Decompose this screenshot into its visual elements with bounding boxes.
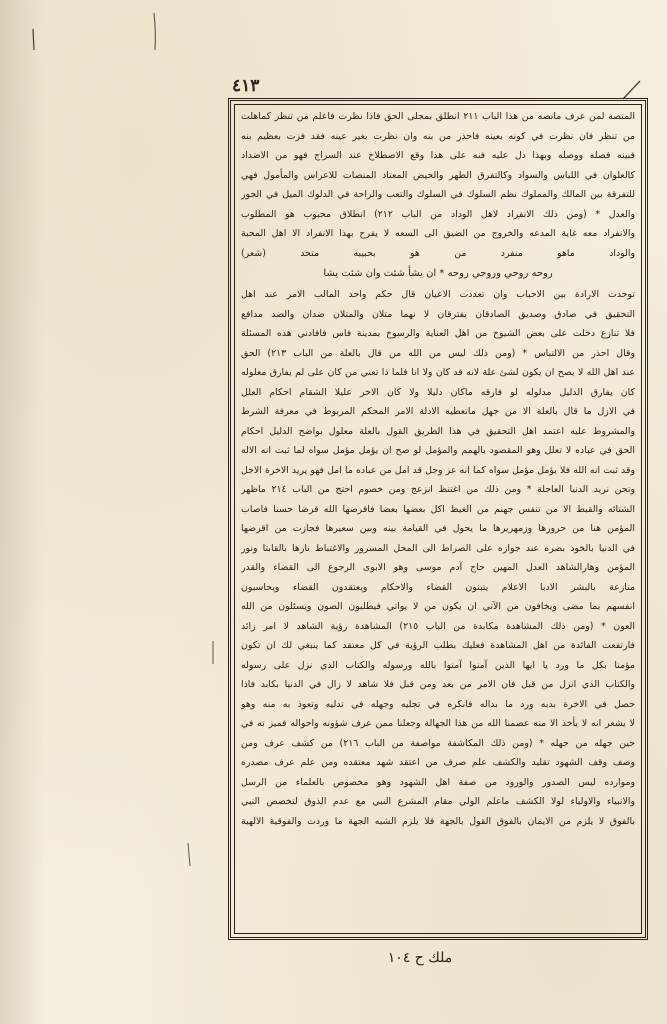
pencil-mark-top-left [28, 28, 38, 52]
text-line: توحدت الارادة بين الاحباب وان تعددت الاعيان قال حكم واحد المالب الامر عند اهل [241, 289, 635, 300]
text-line: التحقيق في صادق وصديق الصادقان يفترقان لا نهما متلان والمتلان ضدان والضد مدافع [241, 308, 635, 320]
text-line: فارتفعت الفائدة من اهل المشاهدة فعليك بطلب الرؤية في كل معتقد كما ينبغي لك ان تكون [241, 640, 635, 651]
page-number: ٤١٣ [232, 76, 260, 96]
text-line: والعدل * (ومن ذلك الانفراد لاهل الوداد من الباب ٢١٢) انطلاق محبوب هو المطلوب [241, 208, 635, 220]
text-line: الشتائه والقبط الا من تنفس جهنم من الغيظ اكل بعضها بعضا فاقرضها الله قرضا حسنا فاصاب [241, 503, 635, 515]
text-line: فبينه فصله ووصله وبهذا دل عليه فنه على هذا وقع الاصطلاح عند السراج فهو من الاضداد [241, 150, 635, 161]
text-line: انفسهم بما مضى ويخافون من الآتي ان يكون من لا يواتي فيطلبون الصون ويسئلون من الله [241, 601, 635, 612]
text-line: وقال احذر من الالتباس * (ومن ذلك ليس من الله من قال بالعلة من الباب ٢١٣) الحق [241, 347, 635, 359]
body-text [241, 107, 635, 831]
text-line: وقد ثبت انه الله فلا يؤمل مؤمل سواه كما انه عز وجل قد امل من عباده ما امل فهو يريد الاخرة الاجل [241, 464, 635, 476]
text-line: حين جهله من جهله * (ومن ذلك المكاشفة مواصفة من الباب ٢١٦) من كشف عرف ومن [241, 737, 635, 749]
text-line: حصل في الاخرة بدبه ورد ما بداله فانكره في تجليه وجهله في تدليه وتعوذ به منه وهو [241, 698, 635, 710]
text-line: المؤمن وهارالشاهد العدل المهين حاج آدم موسى وهو الابوى الرجوع الى القضاء والقدر [241, 562, 635, 573]
text-line: وصف وقف الشهود تقليد والكشف علم صرف من اعتقد شهد معتقده ومن علم عرف مصدره [241, 757, 635, 768]
page-edge-shadow [0, 0, 44, 1024]
text-line: المؤمن هنا من حرورها وزمهريرها ما يحول في القيامة بينه وبين سعيرها فجازت من اقرضها [241, 523, 635, 534]
verse-line: روحه روحي وروحي روحه * ان يشأ شئت وان شئت يشا [323, 268, 553, 279]
text-line: في الازل ما قال بالعلة الا من جهل ماتعطيه الادلة الامر المحكم المربوط في معرفة الشرط [241, 406, 635, 417]
text-line: وتحن نريد الدنيا العاجلة * ومن ذلك من اغتنظ انزعج ومن خصوم احتج من الباب ٢١٤ ماظهر [241, 484, 635, 495]
text-line: من تنظر فان نظرت في كونه بعينه فاحذر من بنه وان نظرت بغير عينه فقد فزت بعظيم بنه [241, 130, 635, 142]
text-line: والكتاب الذي انزل من قبل فان الامر من بعد ومن قبل فلا شاهد لا زال في الدنيا بكابد فاذا [241, 679, 635, 690]
text-line: للتفرقة بين المالك والمملوك نظم السلوك في السلوك والتعب والراحة في الدلوك الميل في الجور [241, 189, 635, 200]
text-frame-inner [234, 104, 642, 934]
text-line: مؤمنا بكل ما ورد يا ايها الذين آمنوا آمنوا بالله ورسوله والكتاب الذي نزل على رسوله [241, 659, 635, 671]
text-line: والانبياء والاولياء لولا الكشف ماعلم الولي مقام المشرع النبي مع عدم الذوق لتخصص النبي [241, 796, 635, 807]
text-line: منازعة بالبشر الادبا الاعلام يتبنون القضاء والاحكام ويعتقدون القضاء ويحاسبون [241, 581, 635, 593]
text-line: فلا تنازع دخلت على بعض الشيوخ من اهل العناية والرسوخ بمدينة فاس فافادني هذه المسئلة [241, 328, 635, 339]
text-line: الحق في عباده لا تعلل وهو المقصود بالهمم والمؤمل لو صح ان يؤمل مؤمل سواه لما ثبت انه الاله [241, 445, 635, 456]
text-line: عند اهل الله لا يصح ان يكون لشئ علة لانه قد كان ولا انا فلما ذا تعني من كان على لم يفارق معلوله [241, 367, 635, 378]
text-line: في الدنيا بالخود بصره عند جوازه على الصراط الى المحل المسرور والاغتباط نارها بالقابتا ونور [241, 542, 635, 554]
text-line: المنصه لمن عرف مانصه من هذا الباب ٢١١ انطلق بمجلى الحق فاذا نظرت فاعلم من تنظر كماهلت [241, 111, 635, 122]
pencil-mark-top-center [150, 12, 160, 52]
text-line: وموارده ليس الصدور والورود من صفة اهل الشهود وهو مخصوص بالعلماء من الرسل [241, 776, 635, 788]
pencil-mark-bottom [184, 842, 194, 868]
text-line: والمشروط عليه اعتمد اهل التحقيق في هذا الطريق القول بالعلة معلول بواضح الدليل احكام [241, 425, 635, 437]
pencil-mark-mid [208, 640, 218, 666]
text-line: والوداد ماهو منفرد من هو بحبيبه متحد (شعر) [241, 247, 635, 259]
text-line: لا يشعر انه لا يأخذ الا منه عصمنا الله من هذا الجهالة وجعلنا ممن عرف شؤونه واحواله فميز ته في [241, 718, 635, 729]
text-line: كان يفارق الدليل مدلوله لو فارقه ماكان دليلا ولا كان الاخر عليلا الشقام احكام العلل [241, 386, 635, 398]
text-line: والانفراد معه غاية المدعه والخروج من الضيق الى السعه لا يفرح بهذا الانفراد الا اهل المحبة [241, 228, 635, 239]
text-line: بالفوق لا يلزم من الايمان بالفوق القول بالجهة فلا يلزم الشبه الجهة ما وردت والفوقية الالهية [241, 815, 635, 827]
page-signature: ملك ح ١٠٤ [387, 950, 453, 966]
text-line: العون * (ومن ذلك المشاهدة مكابدة من الباب ٢١٥) المشاهدة رؤية الشاهد لا امر زائد [241, 620, 635, 632]
text-line: كالعلوان في اللباس والسواد وكالتفرق الطهر والحيض المعتاد المنصات للاعراس والمأمول فهي [241, 169, 635, 181]
